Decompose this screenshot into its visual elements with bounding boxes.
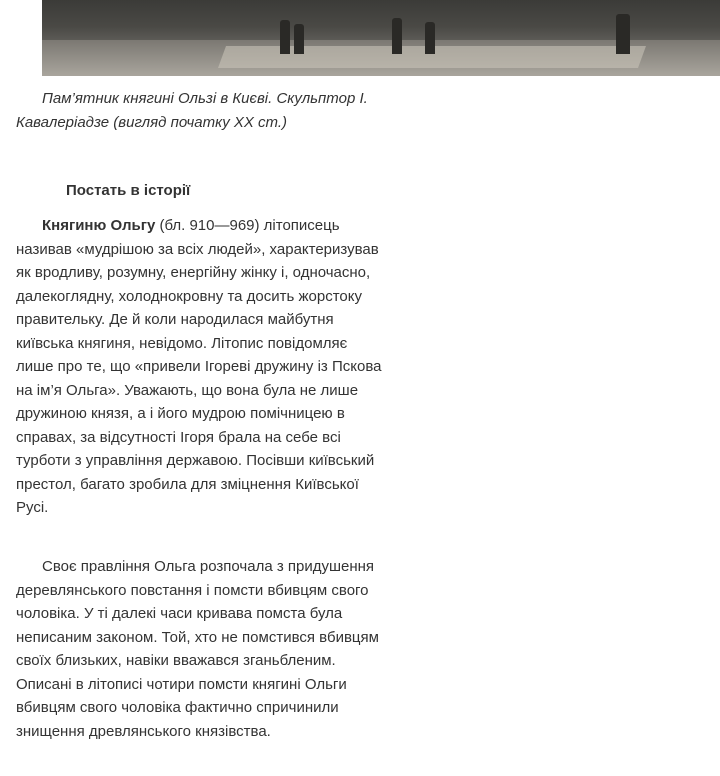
monument-photo [42, 0, 720, 76]
paragraph-text: (бл. 910—969) літописець називав «мудрішою за всіх людей», характеризував як вродливу, розумну, енергійну жінку і, одночасно, далекоглядну, холоднокровну та досить жорстоку правительку. Де й коли народилася майбутня київська княгиня, невідомо. Літопис повідомляє лише про те, що «привели Ігореві дружину із Пскова на ім’я Ольга». Уважають, що вона була не лише дружиною князя, а і його мудрою помічницею в справах, за відсутності Ігоря брала на себе всі турботи з управління державою. Посівши київський престол, багато зробила для зміцнення Київської Русі. [16, 217, 382, 516]
paragraph-text: Своє правління Ольга розпочала з придушення деревлянського повстання і помсти вбивцям свого чоловіка. У ті далекі часи кривава помста була неписаним законом. Той, хто не помстився вбивцям своїх близьких, навіки вважався зганьбленим. Описані в літописі чотири помсти княгині Ольги вбивцям свого чоловіка фактично спричинили знищення древлянського князівства. [16, 558, 379, 740]
paragraph-lead: Княгиню Ольгу [42, 217, 156, 234]
section-heading: Постать в історії [66, 182, 191, 199]
photo-figure [280, 20, 290, 54]
photo-figure [616, 14, 630, 54]
figure-caption: Пам’ятник княгині Ользі в Києві. Скульптор І. Кавалеріадзе (вигляд початку XX ст.) [16, 90, 368, 131]
photo-figure [294, 24, 304, 54]
photo-figure [392, 18, 402, 54]
paragraph-olga-intro [16, 214, 388, 520]
photo-figure [425, 22, 435, 54]
paragraph-olga-revenge [16, 555, 388, 743]
